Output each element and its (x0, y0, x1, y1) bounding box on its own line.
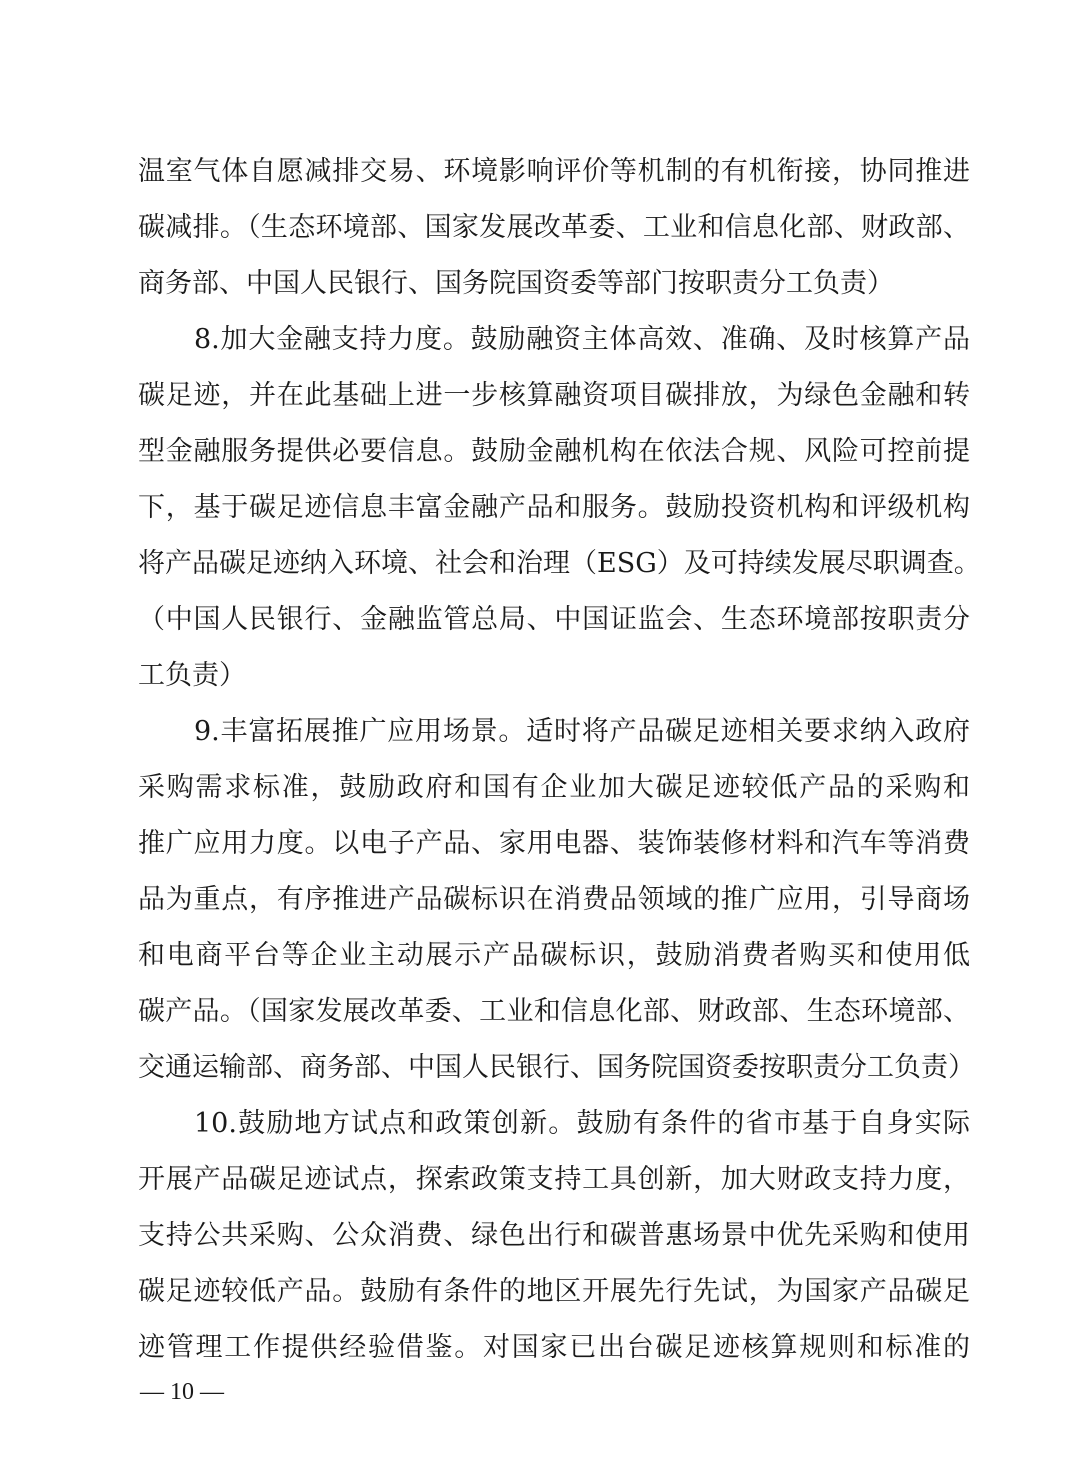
text-line: 碳足迹，并在此基础上进一步核算融资项目碳排放，为绿色金融和转 (138, 380, 970, 411)
text-line: 支持公共采购、公众消费、绿色出行和碳普惠场景中优先采购和使用 (138, 1220, 970, 1251)
text-line: 交通运输部、商务部、中国人民银行、国务院国资委按职责分工负责） (138, 1052, 975, 1083)
text-line: 型金融服务提供必要信息。鼓励金融机构在依法合规、风险可控前提 (138, 436, 970, 467)
text-line: 温室气体自愿减排交易、环境影响评价等机制的有机衔接，协同推进 (138, 156, 970, 187)
text-line: 开展产品碳足迹试点，探索政策支持工具创新，加大财政支持力度， (138, 1164, 970, 1195)
text-line: 采购需求标准，鼓励政府和国有企业加大碳足迹较低产品的采购和 (138, 772, 970, 803)
paragraph-8-start: 8.加大金融支持力度。鼓励融资主体高效、准确、及时核算产品 (194, 324, 970, 355)
paragraph-9-start: 9.丰富拓展推广应用场景。适时将产品碳足迹相关要求纳入政府 (194, 716, 970, 747)
text-line: 和电商平台等企业主动展示产品碳标识，鼓励消费者购买和使用低 (138, 940, 970, 971)
page-number: — 10 — (140, 1379, 224, 1405)
text-line: （中国人民银行、金融监管总局、中国证监会、生态环境部按职责分 (138, 604, 970, 635)
text-line: 工负责） (138, 660, 246, 691)
text-line: 品为重点，有序推进产品碳标识在消费品领域的推广应用，引导商场 (138, 884, 970, 915)
text-line: 推广应用力度。以电子产品、家用电器、装饰装修材料和汽车等消费 (138, 828, 970, 859)
body-text (138, 144, 981, 1376)
text-line: 碳产品。（国家发展改革委、工业和信息化部、财政部、生态环境部、 (138, 996, 970, 1027)
text-line: 碳减排。（生态环境部、国家发展改革委、工业和信息化部、财政部、 (138, 212, 970, 243)
text-line: 下，基于碳足迹信息丰富金融产品和服务。鼓励投资机构和评级机构 (138, 492, 970, 523)
text-line: 碳足迹较低产品。鼓励有条件的地区开展先行先试，为国家产品碳足 (138, 1276, 970, 1307)
text-line: 将产品碳足迹纳入环境、社会和治理（ESG）及可持续发展尽职调查。 (138, 548, 981, 579)
paragraph-10-start: 10.鼓励地方试点和政策创新。鼓励有条件的省市基于自身实际 (194, 1108, 970, 1139)
text-line: 迹管理工作提供经验借鉴。对国家已出台碳足迹核算规则和标准的 (138, 1332, 970, 1363)
text-line: 商务部、中国人民银行、国务院国资委等部门按职责分工负责） (138, 268, 894, 299)
